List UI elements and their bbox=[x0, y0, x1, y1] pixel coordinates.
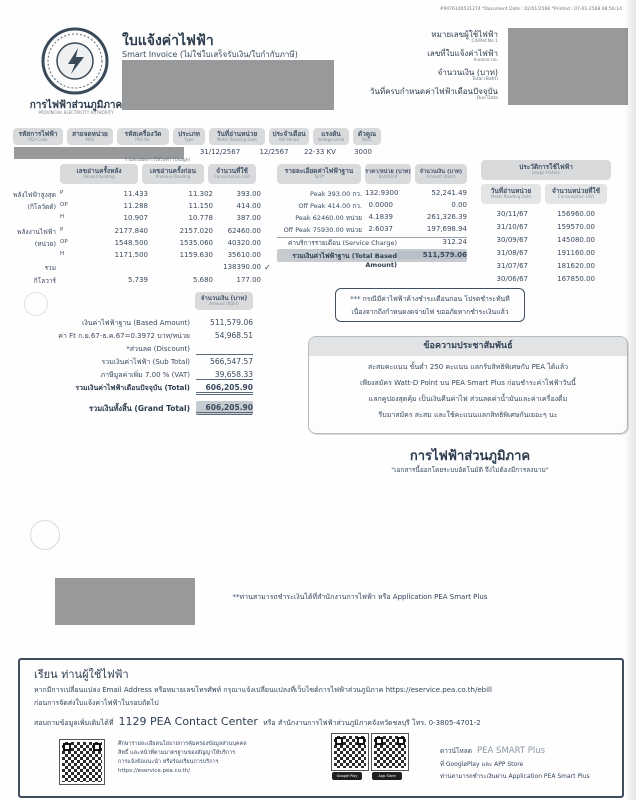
pea-logo-icon bbox=[40, 26, 110, 96]
meter-col-previous: เลขอ่านครั้งก่อน Previous Reading bbox=[142, 164, 204, 184]
notice-line1: *** กรณีมีค่าไฟฟ้าค้างชำระเดือนก่อน โปรดชำระทันที bbox=[350, 295, 510, 303]
footer-line1: หากมีการเปลี่ยนแปลง Email Address หรือหมายเลขโทรศัพท์ กรุณาแจ้งเปลี่ยนแปลงที่เว็บไซต์การไฟฟ้าส่วนภูมิภาค https://eservice.pea.co.th/ebill bbox=[34, 686, 492, 694]
totals-row: รวมเงินค่าไฟฟ้าเดือนปัจจุบัน (Total) 606,205.90 bbox=[20, 383, 253, 395]
meter-row: พลังงานไฟฟ้า P 2177.840 2157.020 62460.00 bbox=[17, 227, 261, 236]
ref-label-ca-en: CA/Ref.No.1 bbox=[471, 39, 498, 44]
tariff-row: Off Peak 414.00 กว. 0.0000 0.00 bbox=[298, 201, 467, 210]
footer-contact-number: 1129 PEA Contact Center bbox=[118, 715, 258, 728]
appstore-badge: App Store bbox=[372, 772, 402, 780]
tariff-col-amount: จำนวนเงิน (บาท) Amount (Baht) bbox=[415, 164, 467, 184]
download-line3: ท่านสามารถชำระเงินผ่าน Application PEA Smart Plus bbox=[440, 773, 590, 780]
payment-note: **ท่านสามารถชำระเงินได้ที่สำนักงานการไฟฟ้า หรือ Application PEA Smart Plus bbox=[232, 593, 488, 601]
tariff-total-row: รวมเงินค่าไฟฟ้าฐาน (Total Based Amount) 511,579.06 bbox=[277, 249, 467, 262]
grand-total-row: รวมเงินทั้งสิ้น (Grand Total) 606,205.90 bbox=[88, 403, 253, 413]
totals-row: ค่า Ft ก.ย.67-ธ.ค.67=0.3972 บาท/หน่วย 54,968.51 bbox=[58, 331, 253, 340]
footer-salutation: เรียน ท่านผู้ใช้ไฟฟ้า bbox=[34, 668, 129, 681]
qr-code-icon bbox=[60, 740, 104, 784]
info-col-multiplier: ตัวคูณ Multi bbox=[353, 128, 381, 145]
totals-row: เงินค่าไฟฟ้าฐาน (Based Amount) 511,579.06 bbox=[81, 318, 253, 327]
usage-col-units: จำนวนหน่วยที่ใช้ Consumption Unit bbox=[545, 184, 607, 204]
footer-contact-suffix: หรือ สำนักงานการไฟฟ้าส่วนภูมิภาคจังหวัดชลบุรี โทร. 0-3805-4701-2 bbox=[263, 719, 481, 727]
info-col-pea-code: รหัสการไฟฟ้า PEA Code bbox=[13, 128, 63, 145]
usage-row: 31/08/67 191160.00 bbox=[496, 249, 595, 257]
qr-code-icon bbox=[372, 734, 408, 770]
info-col-pea-no: รหัสเครื่องวัด PEA No. bbox=[117, 128, 169, 145]
ref-label-due-en: Due Date bbox=[476, 96, 498, 101]
ref-label-due: วันที่ครบกำหนดค่าไฟฟ้าเดือนปัจจุบัน bbox=[369, 87, 498, 96]
info-value-reading-date: 31/12/2567 bbox=[199, 148, 241, 156]
tariff-row: Peak 393.00 กว. 132.9300 52,241.49 bbox=[310, 189, 467, 198]
usage-row: 30/06/67 167850.00 bbox=[496, 275, 595, 283]
info-value-multiplier: 3000 bbox=[354, 148, 372, 156]
ref-label-total: จำนวนเงิน (บาท) bbox=[437, 68, 498, 77]
announcement-line: รีบมาสมัคร สะสม และใช้คะแนนแลกสิทธิพิเศษกันเยอะๆ นะ bbox=[378, 411, 558, 419]
qr-code-icon bbox=[332, 734, 368, 770]
footer-contact-prefix: สอบถามข้อมูลเพิ่มเติมได้ที่ bbox=[34, 719, 114, 727]
download-app-name: PEA SMART Plus bbox=[477, 746, 546, 756]
usage-col-date: วันที่อ่านหน่วย Meter Reading Date bbox=[481, 184, 541, 204]
announcement-line: สะสมคะแนน ขั้นต่ำ 250 คะแนน แลกรับสิทธิพิเศษกับ PEA ได้แล้ว bbox=[367, 363, 569, 371]
meter-row: พลังไฟฟ้าสูงสุด P 11.433 11.302 393.00 bbox=[13, 190, 261, 199]
meter-row-total: รวม 138390.00 ✓ bbox=[44, 263, 271, 272]
tariff-row: Peak 62460.00 หน่วย 4.1839 261,326.39 bbox=[295, 213, 467, 222]
announcement-line: เพียงสมัคร Watt-D Point บน PEA Smart Plus ก่อนชำระค่าไฟฟ้าวันนี้ bbox=[360, 379, 576, 387]
meter-row: กิโลวาร์ 5.739 5.680 177.00 bbox=[33, 276, 261, 285]
totals-row: รวมเงินค่าไฟฟ้า (Sub Total) 566,547.57 bbox=[101, 357, 253, 366]
meter-row: H 10.907 10.778 387.00 bbox=[60, 214, 261, 222]
signature-org: การไฟฟ้าส่วนภูมิภาค bbox=[409, 449, 531, 464]
download-line2: ที่ GooglePlay และ APP Store bbox=[440, 761, 524, 768]
tariff-header: รายละเอียดค่าไฟฟ้าฐาน Tariff bbox=[277, 164, 361, 184]
org-name-en: PROVINCIAL ELECTRICITY AUTHORITY bbox=[38, 110, 114, 115]
signature-note: "เอกสารนี้ออกโดยระบบอัตโนมัติ จึงไม่ต้องมีการลงนาม" bbox=[391, 466, 549, 474]
ref-label-total-en: Total (Baht) bbox=[472, 77, 498, 82]
meter-table-caption: รายละเอียดการใช้ไฟฟ้า (Usage) bbox=[124, 158, 191, 163]
tariff-service-row: ค่าบริการรายเดือน (Service Charge) 312.24 bbox=[277, 237, 467, 250]
scan-artifact-ring bbox=[24, 292, 48, 316]
announcement-box bbox=[308, 336, 628, 434]
footer-privacy-text: ศึกษารายละเอียดนโยบายการคุ้มครองข้อมูลส่วนบุคคล สิทธิ์ และหน้าที่ตามมาตรฐานของสัญญาให้บริการ การแจ้งข้อแนะนำ หรือร้องเรียนการบริการ https://eservice.pea.co.th/ bbox=[118, 741, 247, 774]
ref-label-invoice: เลขที่ใบแจ้งค่าไฟฟ้า bbox=[427, 49, 498, 58]
usage-row: 30/09/67 145080.00 bbox=[496, 236, 595, 244]
footer-box bbox=[18, 658, 624, 798]
info-col-type: ประเภท Type bbox=[173, 128, 205, 145]
usage-row: 30/11/67 156960.00 bbox=[496, 210, 595, 218]
document-print-line: #9076100531274 *Document Date : 02/01/2568 *Printed : 07-01-2568 08:56:14 bbox=[439, 7, 622, 12]
notice-line2: เนื่องจากถึงกำหนดงดจ่ายไฟ ขออภัยหากชำระเงินแล้ว bbox=[351, 308, 509, 316]
announcement-line: แลกคูปองสุดคุ้ม เป็นเงินคืนค่าไฟ ส่วนลดค่าน้ำมันและค่าเครื่องดื่ม bbox=[368, 395, 568, 403]
meter-col-recent: เลขอ่านครั้งหลัง Recent Reading bbox=[60, 164, 138, 184]
tariff-col-rate: ราคา/หน่วย (บาท) Baht/Unit bbox=[365, 164, 411, 184]
tariff-row: Off Peak 75930.00 หน่วย 2.6037 197,698.94 bbox=[283, 225, 467, 234]
info-col-voltage: แรงดัน Voltage Level bbox=[313, 128, 349, 145]
info-col-mru: สายจดหน่วย MRU bbox=[67, 128, 113, 145]
scan-artifact-ring bbox=[30, 520, 60, 550]
info-col-bill-period: ประจำเดือน Bill Period bbox=[269, 128, 309, 145]
footer-line2: ก่อนการจัดส่งใบแจ้งค่าไฟฟ้าในรอบถัดไป bbox=[34, 699, 159, 707]
googleplay-badge: Google Play bbox=[332, 772, 362, 780]
meter-col-used: จำนวนที่ใช้ Consumption Unit bbox=[208, 164, 256, 184]
usage-history-title: ประวัติการใช้ไฟฟ้า Usage History bbox=[481, 160, 611, 180]
ref-values-redaction bbox=[508, 28, 628, 105]
totals-row: *ส่วนลด (Discount) bbox=[20, 344, 253, 356]
usage-row: 31/10/67 159570.00 bbox=[496, 223, 595, 231]
check-icon: ✓ bbox=[264, 263, 271, 272]
totals-row: ภาษีมูลค่าเพิ่ม 7.00 % (VAT) 39,658.33 bbox=[100, 370, 253, 379]
info-value-voltage: 22-33 KV bbox=[304, 148, 336, 156]
info-col-reading-date: วันที่อ่านหน่วย Meter Reading Date bbox=[209, 128, 265, 145]
download-prefix: ดาวน์โหลด bbox=[440, 747, 472, 755]
invoice-subtitle: Smart Invoice (ไม่ใช่ใบเสร็จรับเงิน/ใบกำกับภาษี) bbox=[122, 50, 298, 59]
meter-row: H 1171.500 1159.630 35610.00 bbox=[60, 251, 261, 259]
usage-row: 31/07/67 181620.00 bbox=[496, 262, 595, 270]
footer-download-text bbox=[440, 738, 620, 781]
meter-row: (หน่วย) OP 1548.500 1535.060 40320.00 bbox=[34, 239, 261, 248]
ref-label-ca: หมายเลขผู้ใช้ไฟฟ้า bbox=[431, 30, 498, 39]
invoice-title: ใบแจ้งค่าไฟฟ้า bbox=[122, 33, 214, 49]
footer-contact-line bbox=[34, 710, 612, 729]
customer-address-redaction bbox=[122, 60, 334, 110]
overdue-notice-box bbox=[335, 288, 525, 322]
info-value-bill-period: 12/2567 bbox=[259, 148, 289, 156]
announcement-title: ข้อความประชาสัมพันธ์ bbox=[309, 337, 627, 356]
meter-row: (กิโลวัตต์) OP 11.288 11.150 414.00 bbox=[27, 202, 261, 211]
totals-amount-header: จำนวนเงิน (บาท) Amount (Baht) bbox=[195, 292, 253, 310]
org-name: การไฟฟ้าส่วนภูมิภาค bbox=[29, 100, 123, 111]
ref-label-invoice-en: Invoice no. bbox=[473, 58, 498, 63]
